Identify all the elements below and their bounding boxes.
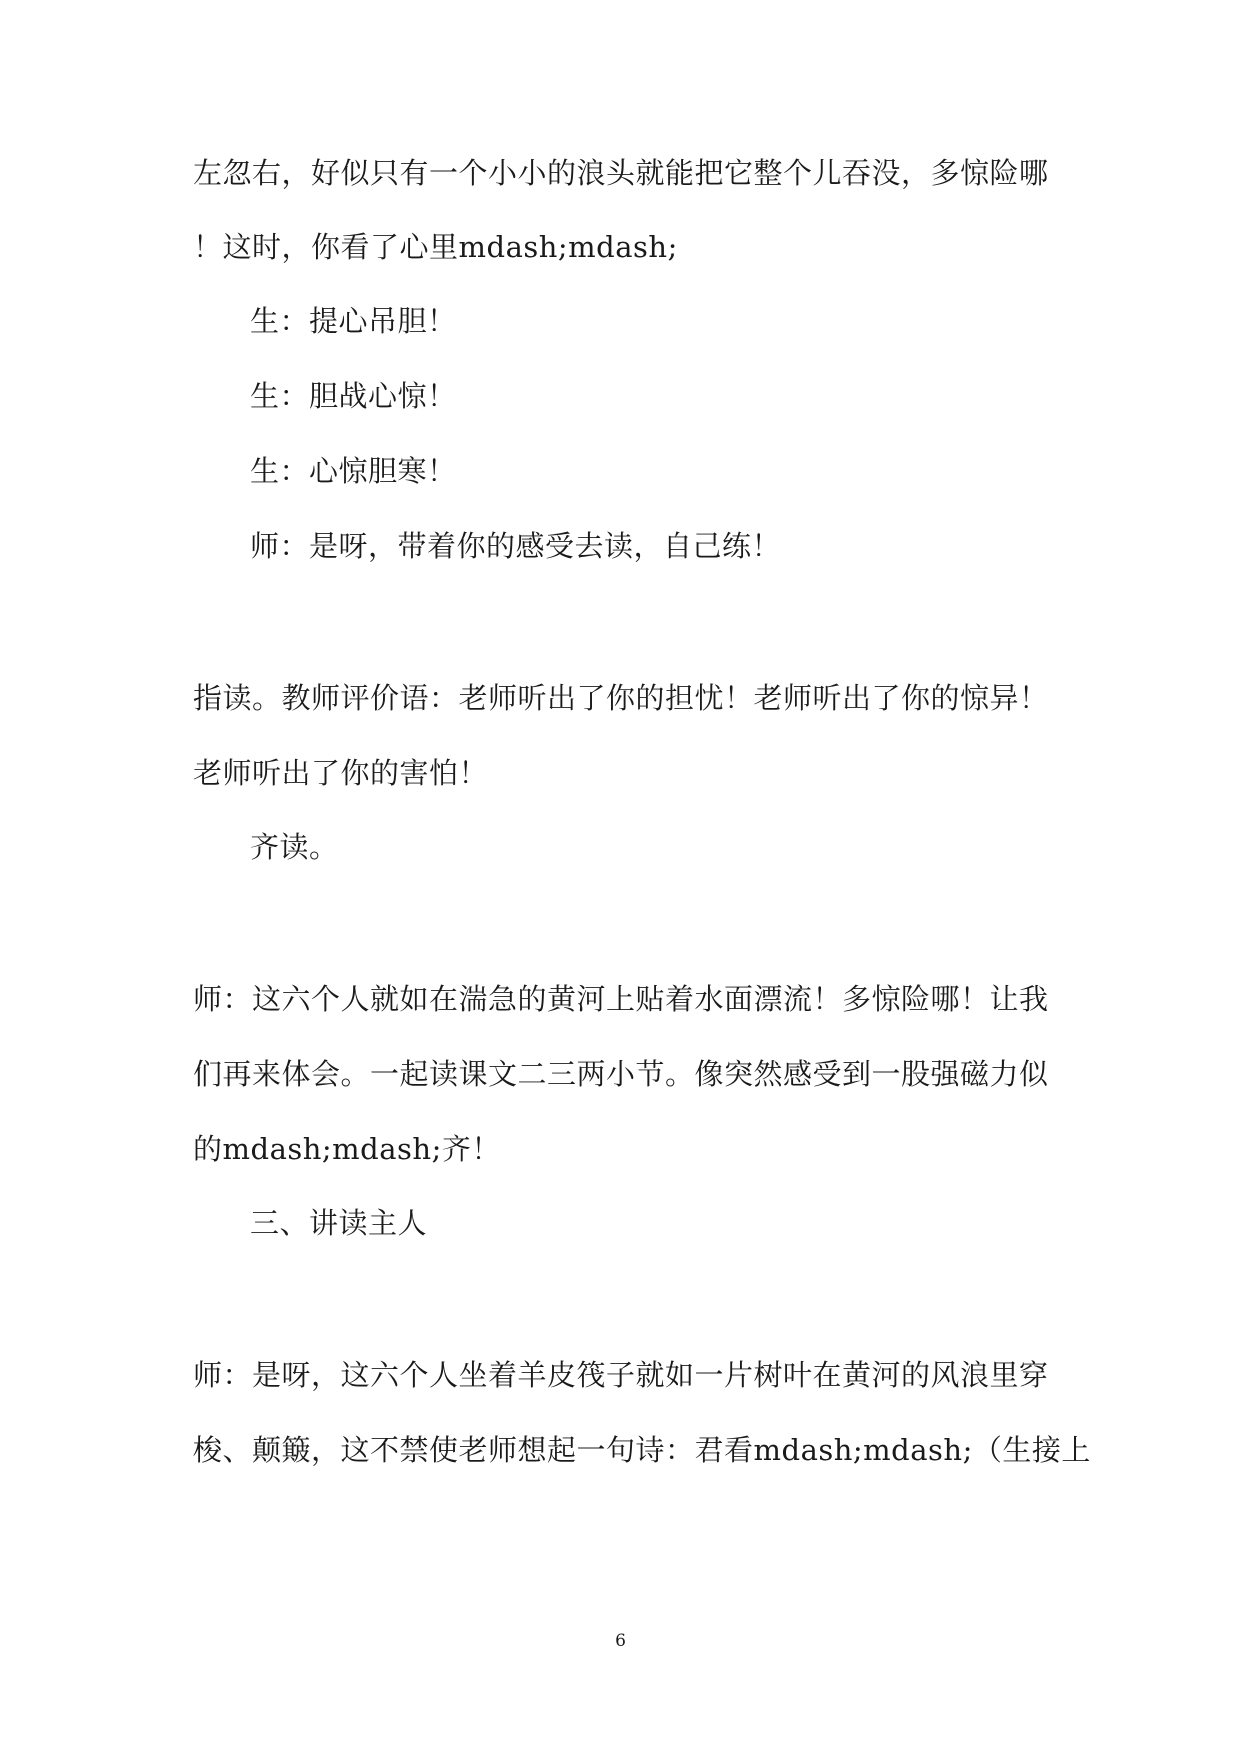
text-line-14: 师：是呀，这六个人坐着羊皮筏子就如一片树叶在黄河的风浪里穿: [193, 1358, 1049, 1392]
text-line-7: 指读。教师评价语：老师听出了你的担忧！老师听出了你的惊异！: [193, 681, 1049, 715]
section-heading: 三、讲读主人: [250, 1206, 428, 1240]
text-line-11: 们再来体会。一起读课文二三两小节。像突然感受到一股强磁力似: [193, 1057, 1049, 1091]
student-reply-1: 生：提心吊胆！: [250, 304, 457, 338]
student-reply-3: 生：心惊胆寒！: [250, 454, 457, 488]
read-together-line: 齐读。: [250, 830, 339, 864]
text-line-12: 的mdash;mdash;齐！: [193, 1132, 501, 1166]
text-line-1: 左忽右，好似只有一个小小的浪头就能把它整个儿吞没，多惊险哪: [193, 156, 1049, 190]
text-line-15: 梭、颠簸，这不禁使老师想起一句诗：君看mdash;mdash;（生接上: [193, 1433, 1091, 1467]
page-number: 6: [615, 1631, 626, 1651]
student-reply-2: 生：胆战心惊！: [250, 379, 457, 413]
teacher-line-1: 师：是呀，带着你的感受去读，自己练！: [250, 529, 782, 563]
text-line-2: ！这时，你看了心里mdash;mdash;: [193, 230, 678, 264]
text-line-10: 师：这六个人就如在湍急的黄河上贴着水面漂流！多惊险哪！让我: [193, 982, 1049, 1016]
text-line-8: 老师听出了你的害怕！: [193, 756, 489, 790]
